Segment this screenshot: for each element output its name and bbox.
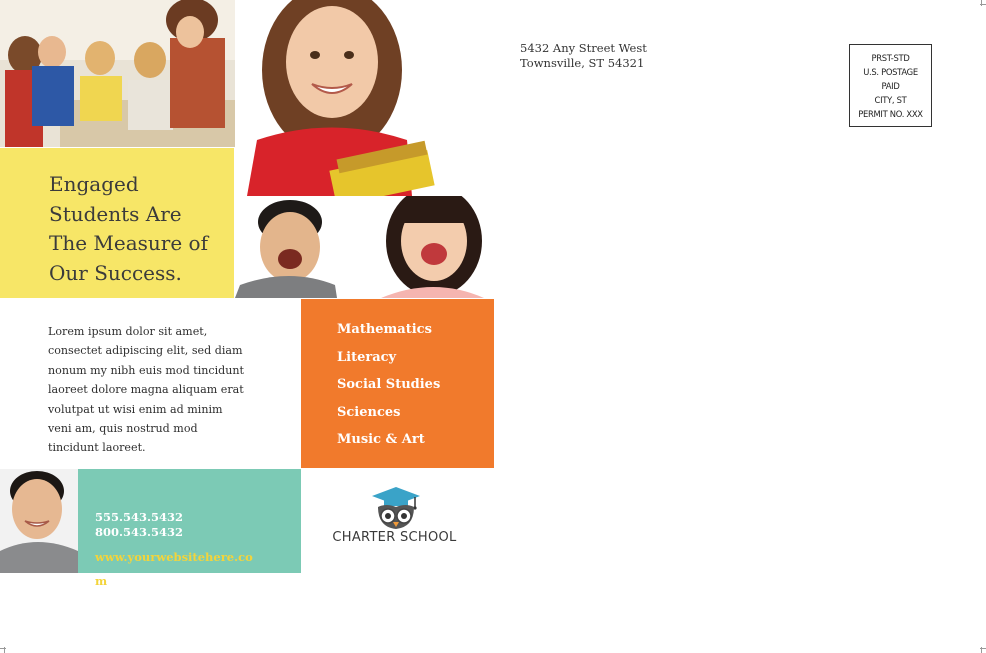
address-line: Townsville, ST 54321 (520, 55, 645, 70)
smiling-girl-photo (366, 196, 493, 298)
phone-number-2[interactable]: 800.543.5432 (95, 525, 184, 539)
graduation-owl-icon (370, 485, 422, 530)
subject-item: Mathematics (337, 322, 432, 337)
postage-line: PERMIT NO. XXX (858, 108, 923, 119)
headline: Engaged Students Are The Measure of Our Success. (49, 172, 208, 285)
school-name: CHARTER SCHOOL (332, 530, 457, 545)
postage-line: CITY, ST (874, 94, 907, 105)
crop-mark-bottom-left-v (4, 647, 5, 653)
laughing-boy-photo (235, 197, 337, 298)
postage-line: PRST-STD (871, 52, 910, 63)
crop-mark-bottom-left-h (0, 648, 6, 649)
mailing-address (520, 41, 647, 70)
subject-item: Social Studies (337, 377, 441, 393)
classroom-photo (0, 0, 235, 147)
subject-item: Literacy (337, 349, 397, 365)
phone-number-1[interactable]: 555.543.5432 (95, 510, 184, 524)
subject-item: Music & Art (337, 432, 425, 448)
subject-list (337, 321, 440, 459)
crop-mark-top-right-v (981, 0, 982, 6)
postage-line: PAID (881, 80, 900, 91)
crop-mark-bottom-right-v (981, 647, 982, 653)
address-line: 5432 Any Street West (520, 41, 647, 55)
postage-line: U.S. POSTAGE (863, 66, 918, 77)
website-link[interactable]: www.yourwebsitehere.com (95, 550, 253, 588)
smiling-man-photo (0, 469, 78, 573)
girl-with-books-photo (237, 0, 436, 196)
subject-item: Sciences (337, 404, 401, 420)
postage-indicia (849, 44, 932, 127)
intro-paragraph: Lorem ipsum dolor sit amet, consectet adipiscing elit, sed diam nonum my nibh euis mod tincidunt laoreet dolore magna aliquam erat volutpat ut wisi enim ad minim veni am, quis nostrud mod tincidunt laoreet. (48, 325, 245, 455)
